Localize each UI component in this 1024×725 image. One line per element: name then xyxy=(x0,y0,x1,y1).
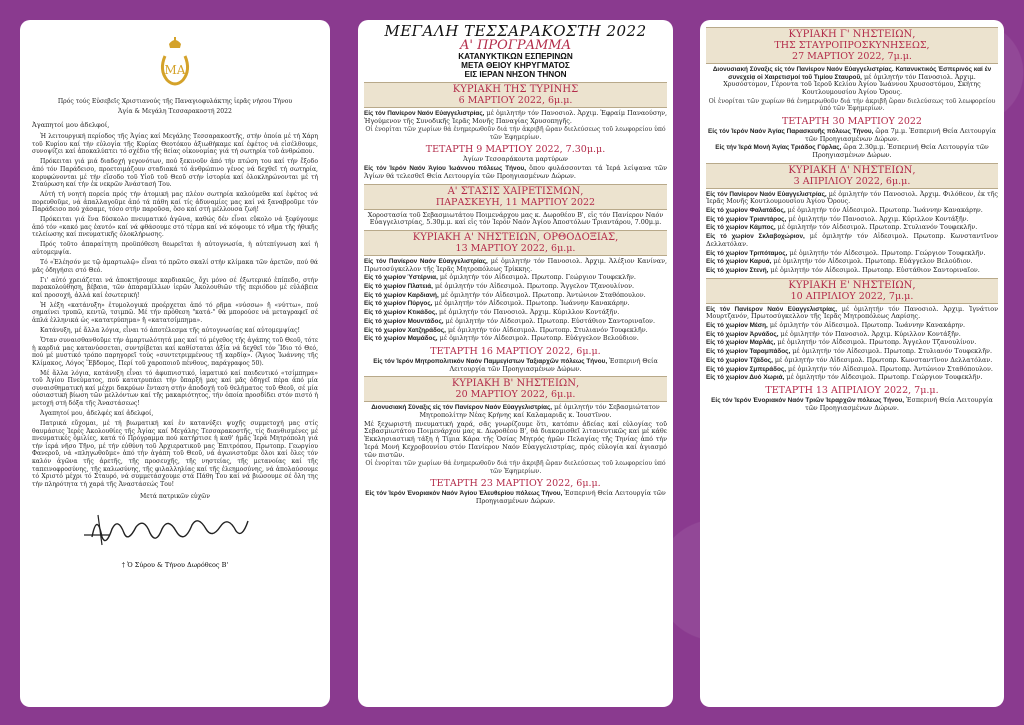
event-entry xyxy=(364,110,667,125)
event-entry xyxy=(364,404,667,419)
letter-paragraph: Πρόκειται γιά μιά διαδοχή γεγονότων, πού ξεκινοῦν ἀπό τήν πτώση του καί τήν ἔξοδο ἀπό τόν Παράδεισο, προετοιμάζουν σταδιακά τό ἀνθρώπινο γένος νά δεχθεῖ τή σωτηρία, κορυφώνονται μέ τήν εἴσοδο τοῦ Υἱοῦ τοῦ Θεοῦ στήν ἱστορία καί ὁλοκληρώνονται μέ τή Σταύρωση καί τήν ἐκ νεκρῶν Ἀνάστασή Του. xyxy=(32,158,318,189)
day-banner-line: ΚΥΡΙΑΚΗ Α' ΝΗΣΤΕΙΩΝ, ΟΡΘΟΔΟΞΙΑΣ, xyxy=(412,231,619,243)
event-location: Εἰς τό χωρίον Φαλατάδος, xyxy=(706,207,786,215)
event-entry xyxy=(364,212,667,227)
program-panel-1 xyxy=(358,20,673,707)
day-heading: ΤΕΤΑΡΤΗ 9 ΜΑΡΤΙΟΥ 2022, 7.30μ.μ. xyxy=(425,144,606,156)
event-entry xyxy=(706,224,998,232)
event-detail: μέ ὁμιλητήν τόν Αἰδεσιμολ. Πρωτοπρ. Εὐάγγελον Βελούδιον. xyxy=(771,257,973,266)
event-location: Εἰς τό χωρίον Ταραμπάδος, xyxy=(706,348,791,356)
event-entry xyxy=(364,421,667,460)
event-entry xyxy=(364,300,667,308)
event-detail: Ἁγίων Τεσσαράκοντα μαρτύρων xyxy=(463,155,568,164)
event-detail: ὥρα 7μ.μ. Ἑσπερινή Θεία Λειτουργία τῶν Προηγιασμένων Δώρων. xyxy=(805,126,996,143)
letter-paragraph: Ἡ λειτουργική περίοδος τῆς Ἁγίας καί Μεγάλης Τεσσαρακοστῆς, στήν ὁποία μέ τή Χάρη τοῦ Κυρίου καί τήν εὐλογία τῆς Κυρίας Θεοτόκου ἀξιωθήκαμε καί ἐφέτος νά εἰσέλθουμε, συνοψίζει καί ἀποκαλύπτει τό σχέδιο τῆς θείας οἰκονομίας γιά τή σωτηρία τοῦ ἀνθρώπου. xyxy=(32,133,318,156)
event-location: Εἰς τό χωρίον Μαμάδος, xyxy=(364,335,438,343)
day-banner xyxy=(364,82,667,108)
event-entry xyxy=(706,144,998,159)
event-location: Εἰς τόν Ἱερόν Ναόν Ἁγίας Παρασκευῆς πόλεως Τήνου, xyxy=(708,127,874,135)
letter-header xyxy=(32,98,318,116)
event-detail: μέ ὁμιλητήν τόν Αἰδεσιμολ. Πρωτοπρ. Γεώργιον Τουφεκλῆν. xyxy=(787,248,986,257)
event-detail: μέ ὁμιλητήν τόν Αἰδεσιμολ. Πρωτοπρ. Στυλιανόν Τουφεκλῆν. xyxy=(790,347,992,356)
day-banner-line: ΚΥΡΙΑΚΗ ΤΗΣ ΤΥΡΙΝΗΣ xyxy=(452,84,579,95)
day-heading: ΤΕΤΑΡΤΗ 13 ΑΠΡΙΛΙΟΥ 2022, 7μ.μ. xyxy=(765,384,939,396)
letter-paragraph: Αὐτή τή νοητή πορεία πρός τήν ἀτομική μας πλέον σωτηρία καλούμεθα καί ἐφέτος νά πορευθοῦμε, νά ἀπαλλαγοῦμε ἀπό τά πάθη καί τίς ἀδυναμίες μας καί νά ξαναβροῦμε τόν Παράδεισο πού χάσαμε, τόσο στήν παροῦσα, ὅσο καί στή μέλλουσα ζωή! xyxy=(32,191,318,214)
event-detail: μέ ὁμιλητήν τόν Πανοσιολ. Ἀρχιμ. Ἀλέξιον Κανίναν, Πρωτοσύγκελλον τῆς Ἱερᾶς Μητροπόλεως Τρίκκης. xyxy=(364,256,667,273)
event-location: Εἰς τό χωρίον Σμπεράδος, xyxy=(706,365,787,373)
event-detail: μέ ὁμιλητήν τόν Αἰδεσιμολ. Πρωτοπρ. Κωνσταντῖνον Δελλατόλαν. xyxy=(706,232,998,248)
event-detail: Ἑσπερινή Θεία Λειτουργία τῶν Προηγιασμένων Δώρων. xyxy=(805,395,993,412)
event-entry xyxy=(364,274,667,282)
svg-text:ΜΑ: ΜΑ xyxy=(164,63,186,77)
program-subtitle: Α' ΠΡΟΓΡΑΜΜΑ xyxy=(459,38,571,53)
event-location: Διονυσιακή Σύναξις εἰς τόν Πανίερον Ναόν Εὐαγγελιστρίας, xyxy=(371,404,553,412)
event-detail: μέ ὁμιλητήν τόν Πανοσιολ. Ἀρχιμ. Κύριλλον Κοντάξῆν. xyxy=(436,308,620,317)
letter-paragraph: Τό «Ἐλέησόν με τῷ ἁμαρτωλῷ» εἶναι τό πρῶτο σκαλί στήν κλίμακα τῶν ἀρετῶν, πού θά μᾶς ὁδηγήσει στό Θεό. xyxy=(32,259,318,274)
letter-header-line: Ἁγία & Μεγάλη Τεσσαρακοστή 2022 xyxy=(118,107,232,115)
event-entry xyxy=(706,357,998,365)
event-location: Εἰς τόν Πανίερον Ναόν Εὐαγγελιστρίας, xyxy=(706,190,827,198)
event-detail: Ἑσπερινή Θεία Λειτουργία τῶν Προηγιασμένων Δώρων. xyxy=(475,489,666,505)
event-location: Εἰς τό χωρίον Κάμπος, xyxy=(706,224,776,232)
day-heading: ΤΕΤΑΡΤΗ 23 ΜΑΡΤΙΟΥ 2022, 6μ.μ. xyxy=(430,478,601,490)
day-banner-line: ΚΥΡΙΑΚΗ Δ' ΝΗΣΤΕΙΩΝ, xyxy=(788,164,916,176)
event-location: Εἰς τόν Ἱερόν Ναόν Ἁγίου Ἰωάννου πόλεως Τήνου, xyxy=(364,165,526,173)
event-detail: μέ ὁμιλητήν τόν Αἰδεσιμολ. Πρωτοπρ. Εὐστάθιον Σαντοριναῖον. xyxy=(768,265,980,274)
event-location: Εἰς τό χωρίον Καρυά, xyxy=(706,258,772,266)
event-entry xyxy=(706,233,998,248)
event-location: Εἰς τό χωρίον Ὑστέρνια, xyxy=(364,274,438,282)
event-entry xyxy=(364,165,667,180)
letter-greeting: Ἀγαπητοί μου ἀδελφοί, xyxy=(32,120,110,129)
event-entry xyxy=(706,66,998,97)
event-location: Εἰς τό χωρίον Μουντάδος, xyxy=(364,317,444,325)
event-detail: μέ ὁμιλητήν τόν Αἰδεσιμολ. Πρωτοπρ. Ἰωάννην Κανακάρην. xyxy=(767,321,966,330)
letter-paragraph: Ἡ λέξη «κατάνυξη» ἐτυμολογικά προέρχεται ἀπό τό ρῆμα «νύσσω» ἤ «νύττω», πού σημαίνει τρυπῶ, κεντῶ, τσιμπῶ. Μέ τήν πρόθεση "κατά-" θά μπορούσε νά μεταγραφεῖ σέ ἁπλά ἑλληνικά ὡς «κατατρύπημα» ἤ «κατατσίμπημα». xyxy=(32,301,318,324)
event-location: Εἰς τό χωρίον Καρδιανή, xyxy=(364,291,439,299)
event-entry xyxy=(364,309,667,317)
event-location: Εἰς τό χωρίον Στενή, xyxy=(706,266,769,274)
event-detail: μέ ὁμιλητήν τόν Πανοσιολ. Ἀρχιμ. Κύριλλον Κοντάξῆν. xyxy=(778,329,961,338)
day-banner-line: ΚΥΡΙΑΚΗ Β' ΝΗΣΤΕΙΩΝ, xyxy=(451,378,580,390)
event-location: Εἰς τό χωρίον Ἀρνάδος, xyxy=(706,330,779,338)
event-detail: μέ ὁμιλητήν τόν Πανοσιολ. Ἀρχιμ. Φιλόθεον, ἐκ τῆς Ἱερᾶς Μονῆς Κουτλουμουσίου Ἁγίου Ὄρους. xyxy=(706,189,998,206)
day-banner-line: ΚΥΡΙΑΚΗ Ε' ΝΗΣΤΕΙΩΝ, xyxy=(788,279,916,291)
event-location: Εἰς τήν Ἱερά Μονή Ἁγίας Τριάδος Γύρλας, xyxy=(715,144,842,152)
day-banner xyxy=(364,376,667,402)
event-detail: μέ ὁμιλητήν τόν Πανοσιολ. Ἀρχιμ. Κύριλλον Κοντάξῆν. xyxy=(786,214,969,223)
day-banner-line: 6 ΜΑΡΤΙΟΥ 2022, 6μ.μ. xyxy=(458,95,573,106)
event-detail: Χοροστασία τοῦ Σεβασμιωτάτου Ποιμενάρχου μας κ. Δωροθέου Β', εἰς τόν Πανίερον Ναόν Εὐαγγελιστρίας, 5.30μ.μ. καί εἰς τόν Ἱερόν Ναόν Ἁγίου Ἀποστόλων Τριαντάρου, 7.00μ.μ. xyxy=(367,210,664,227)
letter-closing: Μετά πατρικῶν εὐχῶν xyxy=(140,493,210,501)
program-line: ΚΑΤΑΝΥΚΤΙΚΩΝ ΕΣΠΕΡΙΝΩΝ xyxy=(458,52,573,61)
event-entry xyxy=(364,358,667,373)
event-entry xyxy=(706,128,998,143)
metropolis-crest-icon xyxy=(155,36,195,92)
day-banner xyxy=(364,184,667,210)
event-detail: μέ ὁμιλητήν τόν Αἰδεσιμολ. Πρωτοπρ. Ἰωάννην Κανακάρην. xyxy=(785,206,983,215)
event-location: Εἰς τόν Πανίερον Ναόν Εὐαγγελιστρίας, xyxy=(364,257,488,265)
event-location: Εἰς τόν Πανίερον Ναόν Εὐαγγελιστρίας, xyxy=(706,305,838,313)
event-detail: μέ ὁμιλητήν τόν Αἰδεσιμολ. Πρωτοπρ. Γεώργιον Τουφεκλῆν. xyxy=(784,373,983,382)
event-detail: ὅπου φυλάσσονται τά Ἱερά λείψανα τῶν Ἁγίων θά τελεσθεῖ Θεία Λειτουργία τῶν Προηγιασμένων Δώρων. xyxy=(364,164,667,180)
schedule-note: Οἱ ἐνορίται τῶν χωρίων θά ἐνημερωθοῦν διά τήν ἀκριβῆ ὥραν διελεύσεως τοῦ λεωφορείου ὑπό τῶν Ἐφημερίων. xyxy=(708,97,996,113)
day-banner xyxy=(706,278,998,304)
event-detail: μέ ὁμιλητήν τόν Αἰδεσιμολ. Πρωτοπρ. Γεώργιον Τουφεκλῆν. xyxy=(437,273,636,282)
letter-paragraph: Μέ ἄλλα λόγια, κατάνυξη εἶναι τό ἀφυπνιστικό, ἰαματικό καί παιδευτικό «τσίμπημα» τοῦ Ἁγίου Πνεύματος, πού κατατρυπάει τήν ὕπαρξή μας καί μᾶς ὁδηγεῖ πέρα ἀπό μία συναισθηματική καί μέχρι δακρύων ἔνταση στήν ἀποδοχή τοῦ θελήματος τοῦ Θεοῦ, σέ μία οὐσιαστική βίωση τῶν μελλόντων καί τῆς μακαριότητος, τήν ὁποία προσδίδει στόν πιστό ἡ μετοχή στή δόξα τῆς Ἀναστάσεως! xyxy=(32,369,318,408)
event-detail: μέ ὁμιλητήν τόν Αἰδεσιμολ. Πρωτοπρ. Ἀντώνιον Σταθόπουλον. xyxy=(786,364,993,373)
day-banner-line: ΤΗΣ ΣΤΑΥΡΟΠΡΟΣΚΥΝΗΣΕΩΣ, xyxy=(774,40,930,51)
event-entry xyxy=(706,397,998,412)
program-panel-2 xyxy=(700,20,1004,707)
program-line: ΜΕΤΑ ΘΕΙΟΥ ΚΗΡΥΓΜΑΤΟΣ xyxy=(461,61,570,70)
day-banner-line: 20 ΜΑΡΤΙΟΥ 2022, 6μ.μ. xyxy=(455,389,576,401)
event-entry xyxy=(364,318,667,326)
event-location: Εἰς τό χωρίον Πύργος, xyxy=(364,300,433,308)
event-entry xyxy=(364,283,667,291)
event-location: Εἰς τόν Ἱερόν Ἐνοριακόν Ναόν Ἁγίου Ἐλευθερίου πόλεως Τήνου, xyxy=(365,490,563,498)
day-banner-line: Α' ΣΤΑΣΙΣ ΧΑΙΡΕΤΙΣΜΩΝ, xyxy=(447,185,584,197)
event-detail: μέ ὁμιλητήν τόν Πανοσιολ. Ἀρχιμ. Ἐφραίμ Παναούσην, Ἡγούμενον τῆς Συνοδικῆς Ἱερᾶς Μονῆς Παναγίας Χρυσοπηγῆς. xyxy=(364,109,667,125)
event-entry xyxy=(364,490,667,505)
event-entry xyxy=(706,322,998,330)
day-banner xyxy=(706,27,998,64)
event-location: Εἰς τόν Ἱερόν Ἐνοριακόν Ναόν Τριῶν Ἱεραρχῶν πόλεως Τήνου, xyxy=(711,396,905,404)
event-detail: μέ ὁμιλητήν τόν Σεβασμιώτατον Μητροπολίτην Νέας Κρήνης καί Καλαμαριᾶς κ. Ἰουστῖνον. xyxy=(419,403,660,420)
event-detail: μέ ὁμιλητήν τόν Αἰδεσιμολ. Πρωτοπρ. Στυλιανόν Τουφεκλῆν. xyxy=(775,223,978,232)
letter-paragraph: Πρόκειται γιά ἕνα δύσκολο πνευματικό ἀγῶνα, καθώς δέν εἶναι εὔκολο νά ξεφύγουμε ἀπό τόν «κακό μας ἑαυτό» καί νά φθάσουμε στό τέρμα καί νά κόψουμε τό νῆμα τῆς ἠθικῆς τελείωσης καί πνευματικῆς ὁλοκλήρωσης. xyxy=(32,216,318,239)
event-location: Εἰς τό χωρίον Τζάδος, xyxy=(706,356,773,364)
event-location: Διονυσιακή Σύναξις εἰς τόν Πανίερον Ναόν Εὐαγγελιστρίας. Κατανυκτικός Ἑσπερινός καί ἐν συνεχείᾳ οἱ Χαιρετισμοί τοῦ Τιμίου Σταυροῦ, xyxy=(712,66,992,81)
event-detail: μέ ὁμιλητήν τόν Αἰδεσιμολ. Πρωτοπρ. Ἀντώνιον Σταθόπουλον. xyxy=(438,290,646,299)
event-entry xyxy=(364,258,667,273)
day-banner-line: 10 ΑΠΡΙΛΙΟΥ 2022, 7μ.μ. xyxy=(790,290,914,302)
event-entry xyxy=(706,191,998,206)
day-heading: ΤΕΤΑΡΤΗ 30 ΜΑΡΤΙΟΥ 2022 xyxy=(782,115,922,127)
event-entry xyxy=(706,374,998,382)
schedule-note: Οἱ ἐνορίται τῶν χωρίων θά ἐνημερωθοῦν διά τήν ἀκριβῆ ὥραν διελεύσεως τοῦ λεωφορείου ὑπό τῶν Ἐφημερίων. xyxy=(365,460,666,475)
handwritten-signature-icon xyxy=(32,507,318,553)
event-detail: μέ ὁμιλητήν τόν Αἰδεσιμολ. Πρωτοπρ. Ἄγγελον Τζανουλίνον. xyxy=(775,338,977,347)
event-detail: μέ ὁμιλητήν τόν Πανοσιολ. Ἀρχιμ. Ἰγνάτιον Μουρτζανόν, Πρωτοσύγκελλον τῆς Ἱερᾶς Μητροπόλεως Λαρίσης. xyxy=(706,304,998,321)
letter-body xyxy=(32,133,318,488)
event-entry xyxy=(706,207,998,215)
event-detail: μέ ὁμιλητήν τόν Αἰδεσιμολ. Πρωτοπρ. Ἄγγελον Τζανουλίνον. xyxy=(432,282,634,291)
event-entry xyxy=(706,258,998,266)
day-banner-line: 27 ΜΑΡΤΙΟΥ 2022, 7μ.μ. xyxy=(792,51,912,62)
letter-paragraph: Ἀγαπητοί μου, ἀδελφές καί ἀδελφοί, xyxy=(40,410,154,418)
event-detail: μέ ὁμιλητήν τόν Αἰδεσιμολ. Πρωτοπρ. Κωνσταντῖνον Δελλατόλαν. xyxy=(772,355,993,364)
event-location: Εἰς τό χωρίον Μαρλάς, xyxy=(706,339,776,347)
event-location: Εἰς τόν Πανίερον Ναόν Εὐαγγελιστρίας, xyxy=(364,110,485,117)
event-location: Εἰς τό χωρίον Τριαντάρος, xyxy=(706,215,787,223)
event-detail: μέ ὁμιλητήν τόν Αἰδεσιμολ. Πρωτοπρ. Εὐστάθιον Σαντοριναῖον. xyxy=(443,316,655,325)
letter-paragraph: Ὅταν συναισθανθοῦμε τήν ἁμαρτωλότητά μας καί τό μέγεθος τῆς ἀγάπης τοῦ Θεοῦ, τότε ἡ καρδιά μας κατανύσσεται, συντρίβεται καί καθίσταται ἀξία νά δεχθεῖ τόν Ἴδιο τό Θεό, πού μέ μυστικό τρόπο παρηγορεῖ τούς «συντετριμμένους τῇ καρδίᾳ». (Ἅγιος Ἰωάννης τῆς Κλίμακος, Λόγος Ἕβδομος, Περί τοῦ χαροποιοῦ πένθους, παράγραφος 50). xyxy=(32,336,318,367)
program-list xyxy=(364,82,667,506)
program-title: ΜΕΓΑΛΗ ΤΕΣΣΑΡΑΚΟΣΤΗ 2022 xyxy=(384,22,647,40)
day-banner-line: ΚΥΡΙΑΚΗ Γ' ΝΗΣΤΕΙΩΝ, xyxy=(788,29,916,40)
event-location: Εἰς τό χωρίον Δυό Χωριά, xyxy=(706,374,785,382)
event-location: Εἰς τό χωρίον Κτικάδος, xyxy=(364,309,437,317)
letter-paragraph: Κατάνυξη, μέ ἄλλα λόγια, εἶναι τό ἀποτέλεσμα τῆς αὐτογνωσίας καί αὐτομεμψίας! xyxy=(40,326,301,334)
event-location: Εἰς τό χωρίον Σκλαβοχώριον, xyxy=(706,233,805,241)
program-list xyxy=(706,27,998,412)
bishop-name: † Ὁ Σύρου & Τήνου Δωρόθεος Β' xyxy=(121,561,229,570)
day-banner xyxy=(706,163,998,189)
letter-panel xyxy=(20,20,330,707)
event-detail: μέ ὁμιλητήν τόν Αἰδεσιμολ. Πρωτοπρ. Ἰωάννην Κανακάρην. xyxy=(432,299,630,308)
day-heading: ΤΕΤΑΡΤΗ 16 ΜΑΡΤΙΟΥ 2022, 6μ.μ. xyxy=(430,345,601,357)
event-location: Εἰς τό χωρίον Μέση, xyxy=(706,322,768,330)
event-detail: ὥρα 2.30μ.μ. Ἑσπερινή Θεία Λειτουργία τῶν Προηγιασμένων Δώρων. xyxy=(812,143,989,159)
letter-paragraph: Γι' αὐτό χρειάζεται νά ἀποκτήσουμε καρδιακῶς, ὄχι μόνο σέ ἐξωτερικό ἐπίπεδο, στήν παρακολούθηση, βέβαια, τῶν ἀπαραμίλλων ἱερῶν Ἀκολουθιῶν τῆς περιόδου μέ εὐλάβεια καί προσοχή, ἀλλά καί ἐσωτερική! xyxy=(32,276,318,299)
day-banner-line: 3 ΑΠΡΙΛΙΟΥ 2022, 6μ.μ. xyxy=(793,175,911,187)
program-heading xyxy=(364,24,667,79)
program-line: ΕΙΣ ΙΕΡΑΝ ΝΗΣΟΝ ΤΗΝΟΝ xyxy=(464,70,567,79)
event-entry xyxy=(364,335,667,343)
letter-paragraph: Πατρικά εὔχομαι, μέ τή βιωματική καί ἐν κατανύξει ψυχῆς συμμετοχή μας στίς θαυμάσιες Ἱερές Ἀκολουθίες τῆς Ἁγίας καί Μεγάλης Τεσσαρακοστῆς, τίς διανθισμένες μέ πνευματικές ὁμιλίες, κατά τό Πρόγραμμα πού κατήρτισε ἡ καθ' ἡμᾶς Ἱερά Μητρόπολη γιά τήν ἱερά νῆσο Τῆνο, μέ τήν εὐθύνη τοῦ Ἀρχιερατικοῦ μας Ἐπιτρόπου, Πρωτοπρ. Γεωργίου Φανεροῦ, νά «πληγωθοῦμε» ἀπό τήν ἀγάπη τοῦ Θεοῦ, νά ἀγωνιστοῦμε ὅλοι καί ὅλες τόν καλόν ἀγῶνα τῆς ἀρετῆς, τῆς προσευχῆς, τῆς νηστείας, τῆς μετανοίας καί τῆς ταπεινοφροσύνης, τῆς καλωσύνης, τῆς φιλαλληλίας καί τῆς ἐλεημοσύνης, νά ἀπολαύσουμε τό Χριστό μέχρι τό Σταυρό, νά συμμετάσχουμε στά Πάθη Του καί νά βιώσουμε σέ ὅλη της τήν πληρότητα τή χαρά τῆς Ἀναστάσεώς Του! xyxy=(32,420,318,488)
event-detail: Μέ ξεχωριστή πνευματική χαρά, σᾶς γνωρίζουμε ὅτι, κατόπιν ἀδείας καί εὐλογίας τοῦ Σεβασμιωτάτου Ποιμενάρχου μας κ. Δωροθέου Β', θά διακομισθεῖ λιτανευτικῶς καί μέ κάθε Ἐκκλησιαστική τάξη ἡ Τίμια Κάρα τῆς Ὁσίας Μητρός ἡμῶν Πελαγίας τῆς Τηνίας ἀπό τήν Ἱερά Μονή Κεχροβουνίου στόν Πανίερον Ναόν Εὐαγγελιστρίας, πρός εὐλογία καί ἁγιασμό τῶν πιστῶν. xyxy=(364,419,667,459)
letter-paragraph: Πρός τοῦτο ἀπαραίτητη προϋπόθεση θεωρεῖται ἡ αὐτογνωσία, ἡ αὐτεπίγνωση καί ἡ αὐτομεμψία. xyxy=(32,241,318,257)
event-detail: μέ ὁμιλητήν τόν Αἰδεσιμολ. Πρωτοπρ. Εὐάγγελον Βελούδιον. xyxy=(437,334,639,343)
event-detail: μέ ὁμιλητήν τόν Πανοσιολ. Ἀρχιμ. Χρυσόστομον, Γέροντα τοῦ Ἱεροῦ Κελίου Ἁγίου Ἰωάννου Χρυσοστόμου, Σκήτης Κουτλουμουσίου Ἁγίου Ὄρους. xyxy=(723,72,981,97)
event-entry xyxy=(706,267,998,275)
day-banner-line: ΠΑΡΑΣΚΕΥΗ, 11 ΜΑΡΤΙΟΥ 2022 xyxy=(435,196,596,208)
event-detail: Ἑσπερινή Θεία Λειτουργία τῶν Προηγιασμένων Δώρων. xyxy=(449,356,658,373)
event-detail: μέ ὁμιλητήν τόν Αἰδεσιμολ. Πρωτοπρ. Στυλιανόν Τουφεκλῆν. xyxy=(445,325,648,334)
day-banner-line: 13 ΜΑΡΤΙΟΥ 2022, 6μ.μ. xyxy=(455,242,576,254)
event-location: Εἰς τό χωρίον Τριπόταμος, xyxy=(706,249,788,257)
event-entry xyxy=(706,348,998,356)
event-entry xyxy=(364,156,667,164)
schedule-note: Οἱ ἐνορίται τῶν χωρίων θά ἐνημερωθοῦν διά τήν ἀκριβῆ ὥραν διελεύσεως τοῦ λεωφορείου ὑπό τῶν Ἐφημερίων. xyxy=(365,126,666,141)
event-location: Εἰς τό χωρίον Πλατειά, xyxy=(364,283,433,291)
day-banner xyxy=(364,230,667,256)
letter-header-line: Πρός τούς Εὐσεβεῖς Χριστιανούς τῆς Παναγιοφυλάκτης ἱερᾶς νήσου Τήνου xyxy=(57,98,293,105)
event-location: Εἰς τό χωρίον Χατζηράδος, xyxy=(364,326,446,334)
event-entry xyxy=(706,306,998,321)
event-location: Εἰς τόν Ἱερόν Μητροπολιτικόν Ναόν Παμμεγίστων Ταξιαρχῶν πόλεως Τήνου, xyxy=(373,357,608,365)
